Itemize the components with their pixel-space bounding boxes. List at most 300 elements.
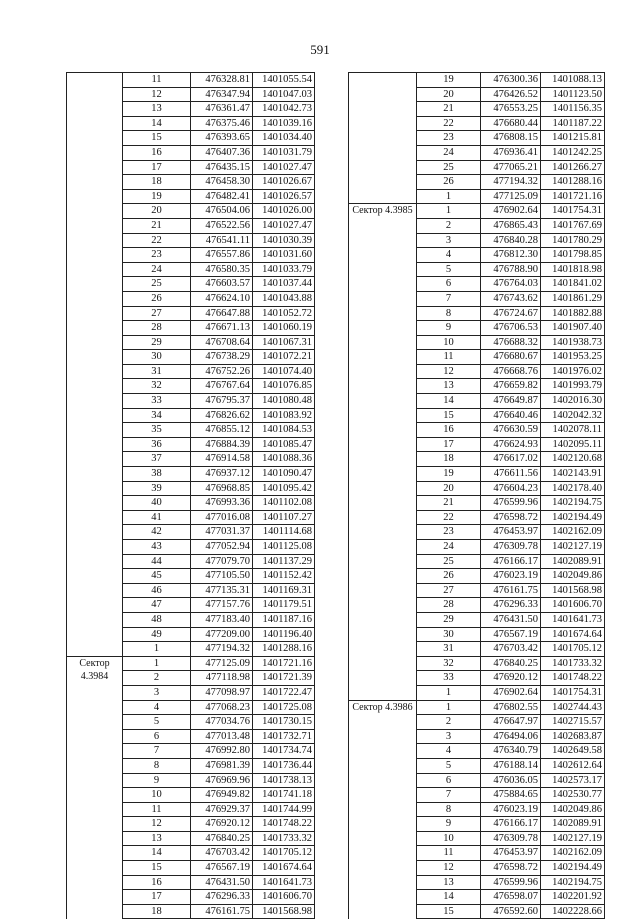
coord-x: 476981.39 [191, 758, 253, 773]
coord-x: 476482.41 [191, 189, 253, 204]
coord-y: 1401187.22 [541, 116, 605, 131]
coord-y: 1401242.25 [541, 145, 605, 160]
coord-x: 476161.75 [191, 904, 253, 919]
coord-x: 477013.48 [191, 729, 253, 744]
point-number: 14 [123, 116, 191, 131]
coord-x: 476407.36 [191, 145, 253, 160]
coord-x: 477118.98 [191, 671, 253, 686]
point-number: 31 [123, 364, 191, 379]
point-number: 8 [123, 758, 191, 773]
coord-y: 1401037.44 [253, 277, 315, 292]
point-number: 32 [417, 656, 481, 671]
coord-x: 477052.94 [191, 540, 253, 555]
coord-y: 1401026.67 [253, 175, 315, 190]
coord-y: 1401818.98 [541, 262, 605, 277]
coord-y: 1401288.16 [541, 175, 605, 190]
coord-y: 1402162.09 [541, 525, 605, 540]
point-number: 24 [417, 145, 481, 160]
point-number: 18 [123, 175, 191, 190]
coord-x: 476541.11 [191, 233, 253, 248]
coord-y: 1401568.98 [541, 583, 605, 598]
coord-x: 475884.65 [481, 788, 541, 803]
coord-x: 476599.96 [481, 875, 541, 890]
point-number: 5 [417, 758, 481, 773]
point-number: 15 [123, 131, 191, 146]
coord-x: 476603.57 [191, 277, 253, 292]
coord-x: 476453.97 [481, 846, 541, 861]
table-row [67, 656, 315, 671]
coord-x: 476296.33 [191, 890, 253, 905]
coord-x: 476680.44 [481, 116, 541, 131]
point-number: 22 [123, 233, 191, 248]
coord-y: 1402744.43 [541, 700, 605, 715]
coord-x: 476708.64 [191, 335, 253, 350]
coord-y: 1402683.87 [541, 729, 605, 744]
point-number: 27 [123, 306, 191, 321]
coord-y: 1401722.47 [253, 685, 315, 700]
coord-y: 1401748.22 [253, 817, 315, 832]
point-number: 12 [417, 861, 481, 876]
point-number: 22 [417, 510, 481, 525]
point-number: 28 [417, 598, 481, 613]
coord-x: 476328.81 [191, 73, 253, 88]
coord-y: 1402194.75 [541, 496, 605, 511]
table-row [349, 73, 605, 88]
point-number: 14 [417, 890, 481, 905]
point-number: 2 [417, 715, 481, 730]
point-number: 17 [417, 437, 481, 452]
point-number: 1 [417, 189, 481, 204]
coord-x: 477194.32 [481, 175, 541, 190]
coord-y: 1401705.12 [253, 846, 315, 861]
coord-y: 1401780.29 [541, 233, 605, 248]
sector-label [349, 73, 417, 204]
point-number: 10 [417, 831, 481, 846]
point-number: 2 [417, 218, 481, 233]
coord-x: 476840.25 [191, 831, 253, 846]
coord-y: 1401137.29 [253, 554, 315, 569]
coord-y: 1402049.86 [541, 802, 605, 817]
coord-y: 1401641.73 [541, 612, 605, 627]
coord-y: 1401033.79 [253, 262, 315, 277]
coord-x: 477098.97 [191, 685, 253, 700]
coord-x: 476937.12 [191, 467, 253, 482]
coord-x: 476808.15 [481, 131, 541, 146]
coord-y: 1402649.58 [541, 744, 605, 759]
sector-label: Сектор 4.3985 [349, 204, 417, 700]
coord-x: 476855.12 [191, 423, 253, 438]
coord-x: 476969.96 [191, 773, 253, 788]
point-number: 13 [123, 831, 191, 846]
coord-x: 476936.41 [481, 145, 541, 160]
coord-x: 476647.97 [481, 715, 541, 730]
coord-x: 476161.75 [481, 583, 541, 598]
point-number: 1 [417, 204, 481, 219]
point-number: 14 [123, 846, 191, 861]
coord-y: 1401083.92 [253, 408, 315, 423]
point-number: 41 [123, 510, 191, 525]
coord-x: 476036.05 [481, 773, 541, 788]
point-number: 29 [123, 335, 191, 350]
coord-y: 1401080.48 [253, 394, 315, 409]
coord-x: 476504.06 [191, 204, 253, 219]
point-number: 18 [417, 452, 481, 467]
coord-y: 1401026.00 [253, 204, 315, 219]
coord-x: 476604.23 [481, 481, 541, 496]
coord-y: 1401705.12 [541, 642, 605, 657]
point-number: 21 [417, 496, 481, 511]
coord-y: 1401031.60 [253, 248, 315, 263]
coord-x: 477125.09 [191, 656, 253, 671]
coord-y: 1401088.36 [253, 452, 315, 467]
point-number: 19 [123, 189, 191, 204]
coord-x: 476802.55 [481, 700, 541, 715]
point-number: 6 [123, 729, 191, 744]
coord-y: 1402162.09 [541, 846, 605, 861]
point-number: 30 [417, 627, 481, 642]
coord-y: 1401748.22 [541, 671, 605, 686]
coord-y: 1401754.31 [541, 204, 605, 219]
coord-x: 477125.09 [481, 189, 541, 204]
point-number: 35 [123, 423, 191, 438]
point-number: 13 [417, 379, 481, 394]
coord-y: 1401042.73 [253, 102, 315, 117]
coord-y: 1402049.86 [541, 569, 605, 584]
sector-label: Сектор 4.3984 [67, 656, 123, 919]
point-number: 11 [123, 802, 191, 817]
coord-x: 476340.79 [481, 744, 541, 759]
coord-y: 1402127.19 [541, 831, 605, 846]
coord-x: 477194.32 [191, 642, 253, 657]
point-number: 6 [417, 773, 481, 788]
coord-x: 476023.19 [481, 802, 541, 817]
point-number: 1 [123, 642, 191, 657]
coord-x: 476688.32 [481, 335, 541, 350]
coord-x: 476764.03 [481, 277, 541, 292]
coord-y: 1401196.40 [253, 627, 315, 642]
coord-x: 476865.43 [481, 218, 541, 233]
coord-x: 476840.28 [481, 233, 541, 248]
point-number: 48 [123, 612, 191, 627]
coord-y: 1401095.42 [253, 481, 315, 496]
coordinates-table-right [348, 72, 605, 919]
coord-y: 1402178.40 [541, 481, 605, 496]
point-number: 23 [417, 525, 481, 540]
sector-label [67, 73, 123, 657]
point-number: 21 [417, 102, 481, 117]
point-number: 1 [417, 700, 481, 715]
coord-x: 476166.17 [481, 554, 541, 569]
coord-y: 1402194.75 [541, 875, 605, 890]
coord-x: 476393.65 [191, 131, 253, 146]
point-number: 33 [123, 394, 191, 409]
coord-y: 1401102.08 [253, 496, 315, 511]
point-number: 43 [123, 540, 191, 555]
point-number: 11 [123, 73, 191, 88]
point-number: 20 [123, 204, 191, 219]
point-number: 39 [123, 481, 191, 496]
coord-y: 1402201.92 [541, 890, 605, 905]
coord-y: 1401114.68 [253, 525, 315, 540]
coord-y: 1401568.98 [253, 904, 315, 919]
coord-x: 476023.19 [481, 569, 541, 584]
point-number: 46 [123, 583, 191, 598]
coord-y: 1401039.16 [253, 116, 315, 131]
coord-y: 1401125.08 [253, 540, 315, 555]
point-number: 24 [417, 540, 481, 555]
coord-y: 1402127.19 [541, 540, 605, 555]
point-number: 24 [123, 262, 191, 277]
coord-x: 476599.96 [481, 496, 541, 511]
coord-y: 1401993.79 [541, 379, 605, 394]
coord-y: 1402143.91 [541, 467, 605, 482]
coord-x: 476431.50 [191, 875, 253, 890]
point-number: 3 [123, 685, 191, 700]
coord-x: 476431.50 [481, 612, 541, 627]
point-number: 42 [123, 525, 191, 540]
coord-y: 1401288.16 [253, 642, 315, 657]
coord-y: 1401798.85 [541, 248, 605, 263]
coord-x: 476624.10 [191, 291, 253, 306]
coord-x: 476929.37 [191, 802, 253, 817]
point-number: 20 [417, 481, 481, 496]
coord-x: 476752.26 [191, 364, 253, 379]
coord-x: 476649.87 [481, 394, 541, 409]
point-number: 20 [417, 87, 481, 102]
point-number: 9 [417, 817, 481, 832]
point-number: 17 [123, 890, 191, 905]
point-number: 49 [123, 627, 191, 642]
coord-x: 476611.56 [481, 467, 541, 482]
point-number: 5 [123, 715, 191, 730]
coord-y: 1401744.99 [253, 802, 315, 817]
coord-y: 1401938.73 [541, 335, 605, 350]
coord-x: 476598.72 [481, 861, 541, 876]
coord-x: 476920.12 [481, 671, 541, 686]
coord-x: 476949.82 [191, 788, 253, 803]
coord-x: 476703.42 [481, 642, 541, 657]
coord-y: 1401067.31 [253, 335, 315, 350]
coord-y: 1402095.11 [541, 437, 605, 452]
coord-y: 1402120.68 [541, 452, 605, 467]
coord-x: 476920.12 [191, 817, 253, 832]
coord-y: 1401088.13 [541, 73, 605, 88]
point-number: 7 [417, 291, 481, 306]
point-number: 18 [123, 904, 191, 919]
coord-x: 476598.07 [481, 890, 541, 905]
coord-x: 476630.59 [481, 423, 541, 438]
coord-y: 1401976.02 [541, 364, 605, 379]
point-number: 32 [123, 379, 191, 394]
coord-y: 1401123.50 [541, 87, 605, 102]
point-number: 40 [123, 496, 191, 511]
coord-y: 1401084.53 [253, 423, 315, 438]
coord-x: 476557.86 [191, 248, 253, 263]
point-number: 2 [123, 671, 191, 686]
coordinates-table-left [66, 72, 315, 919]
point-number: 1 [123, 656, 191, 671]
point-number: 19 [417, 73, 481, 88]
coord-x: 476767.64 [191, 379, 253, 394]
coord-x: 476826.62 [191, 408, 253, 423]
coord-y: 1401861.29 [541, 291, 605, 306]
coord-y: 1401169.31 [253, 583, 315, 598]
point-number: 26 [417, 569, 481, 584]
coord-y: 1401733.32 [253, 831, 315, 846]
point-number: 9 [123, 773, 191, 788]
coord-y: 1401076.85 [253, 379, 315, 394]
point-number: 6 [417, 277, 481, 292]
coord-y: 1401606.70 [253, 890, 315, 905]
coord-y: 1402016.30 [541, 394, 605, 409]
point-number: 15 [417, 408, 481, 423]
coord-x: 477016.08 [191, 510, 253, 525]
coord-x: 476668.76 [481, 364, 541, 379]
coord-x: 476553.25 [481, 102, 541, 117]
coord-x: 476795.37 [191, 394, 253, 409]
coord-x: 476580.35 [191, 262, 253, 277]
coord-x: 477031.37 [191, 525, 253, 540]
coord-y: 1402078.11 [541, 423, 605, 438]
point-number: 13 [123, 102, 191, 117]
point-number: 8 [417, 802, 481, 817]
coord-y: 1402573.17 [541, 773, 605, 788]
point-number: 10 [417, 335, 481, 350]
coord-x: 476703.42 [191, 846, 253, 861]
coord-x: 476458.30 [191, 175, 253, 190]
coord-x: 476671.13 [191, 321, 253, 336]
point-number: 17 [123, 160, 191, 175]
coord-y: 1402612.64 [541, 758, 605, 773]
point-number: 27 [417, 583, 481, 598]
coord-x: 476724.67 [481, 306, 541, 321]
coord-x: 476647.88 [191, 306, 253, 321]
coord-y: 1402089.91 [541, 817, 605, 832]
coord-y: 1401674.64 [253, 861, 315, 876]
coord-x: 477105.50 [191, 569, 253, 584]
coord-x: 476968.85 [191, 481, 253, 496]
coord-y: 1401754.31 [541, 685, 605, 700]
point-number: 25 [417, 554, 481, 569]
point-number: 14 [417, 394, 481, 409]
coord-x: 476706.53 [481, 321, 541, 336]
coord-x: 476166.17 [481, 817, 541, 832]
coord-x: 476567.19 [191, 861, 253, 876]
coord-x: 476592.60 [481, 904, 541, 919]
table-row [67, 73, 315, 88]
coord-y: 1401034.40 [253, 131, 315, 146]
coord-y: 1401882.88 [541, 306, 605, 321]
coord-x: 477065.21 [481, 160, 541, 175]
coord-y: 1401072.21 [253, 350, 315, 365]
coord-y: 1401953.25 [541, 350, 605, 365]
point-number: 30 [123, 350, 191, 365]
coord-y: 1401266.27 [541, 160, 605, 175]
coord-y: 1401907.40 [541, 321, 605, 336]
point-number: 12 [123, 87, 191, 102]
point-number: 47 [123, 598, 191, 613]
coord-y: 1401721.39 [253, 671, 315, 686]
point-number: 15 [123, 861, 191, 876]
point-number: 1 [417, 685, 481, 700]
coord-x: 476188.14 [481, 758, 541, 773]
coord-y: 1401027.47 [253, 160, 315, 175]
coord-y: 1401732.71 [253, 729, 315, 744]
coord-x: 476840.25 [481, 656, 541, 671]
point-number: 10 [123, 788, 191, 803]
point-number: 11 [417, 846, 481, 861]
coord-x: 476884.39 [191, 437, 253, 452]
coord-y: 1401074.40 [253, 364, 315, 379]
coord-y: 1401027.47 [253, 218, 315, 233]
coord-y: 1401738.13 [253, 773, 315, 788]
coord-y: 1401187.16 [253, 612, 315, 627]
coord-y: 1401156.35 [541, 102, 605, 117]
coord-x: 476902.64 [481, 204, 541, 219]
table-row [349, 204, 605, 219]
coord-x: 476426.52 [481, 87, 541, 102]
point-number: 29 [417, 612, 481, 627]
coord-x: 476309.78 [481, 831, 541, 846]
coord-y: 1401047.03 [253, 87, 315, 102]
point-number: 3 [417, 729, 481, 744]
point-number: 4 [417, 248, 481, 263]
point-number: 36 [123, 437, 191, 452]
point-number: 3 [417, 233, 481, 248]
coord-x: 476494.06 [481, 729, 541, 744]
coord-y: 1401841.02 [541, 277, 605, 292]
point-number: 4 [417, 744, 481, 759]
point-number: 12 [417, 364, 481, 379]
point-number: 23 [417, 131, 481, 146]
coord-x: 476914.58 [191, 452, 253, 467]
point-number: 25 [123, 277, 191, 292]
point-number: 37 [123, 452, 191, 467]
coord-x: 476296.33 [481, 598, 541, 613]
coord-x: 476624.93 [481, 437, 541, 452]
coord-x: 476680.67 [481, 350, 541, 365]
point-number: 16 [123, 145, 191, 160]
coord-x: 476659.82 [481, 379, 541, 394]
point-number: 4 [123, 700, 191, 715]
point-number: 38 [123, 467, 191, 482]
sector-label: Сектор 4.3986 [349, 700, 417, 919]
coord-x: 476617.02 [481, 452, 541, 467]
point-number: 34 [123, 408, 191, 423]
point-number: 21 [123, 218, 191, 233]
coord-x: 477157.76 [191, 598, 253, 613]
coord-y: 1401152.42 [253, 569, 315, 584]
coord-x: 476453.97 [481, 525, 541, 540]
coord-y: 1401606.70 [541, 598, 605, 613]
coord-y: 1401725.08 [253, 700, 315, 715]
point-number: 8 [417, 306, 481, 321]
coord-x: 476361.47 [191, 102, 253, 117]
point-number: 11 [417, 350, 481, 365]
coord-y: 1402042.32 [541, 408, 605, 423]
coord-x: 477183.40 [191, 612, 253, 627]
coord-x: 476522.56 [191, 218, 253, 233]
point-number: 31 [417, 642, 481, 657]
point-number: 44 [123, 554, 191, 569]
point-number: 16 [123, 875, 191, 890]
coord-y: 1401030.39 [253, 233, 315, 248]
coord-y: 1401107.27 [253, 510, 315, 525]
coord-x: 476788.90 [481, 262, 541, 277]
point-number: 15 [417, 904, 481, 919]
point-number: 16 [417, 423, 481, 438]
coord-y: 1401767.69 [541, 218, 605, 233]
